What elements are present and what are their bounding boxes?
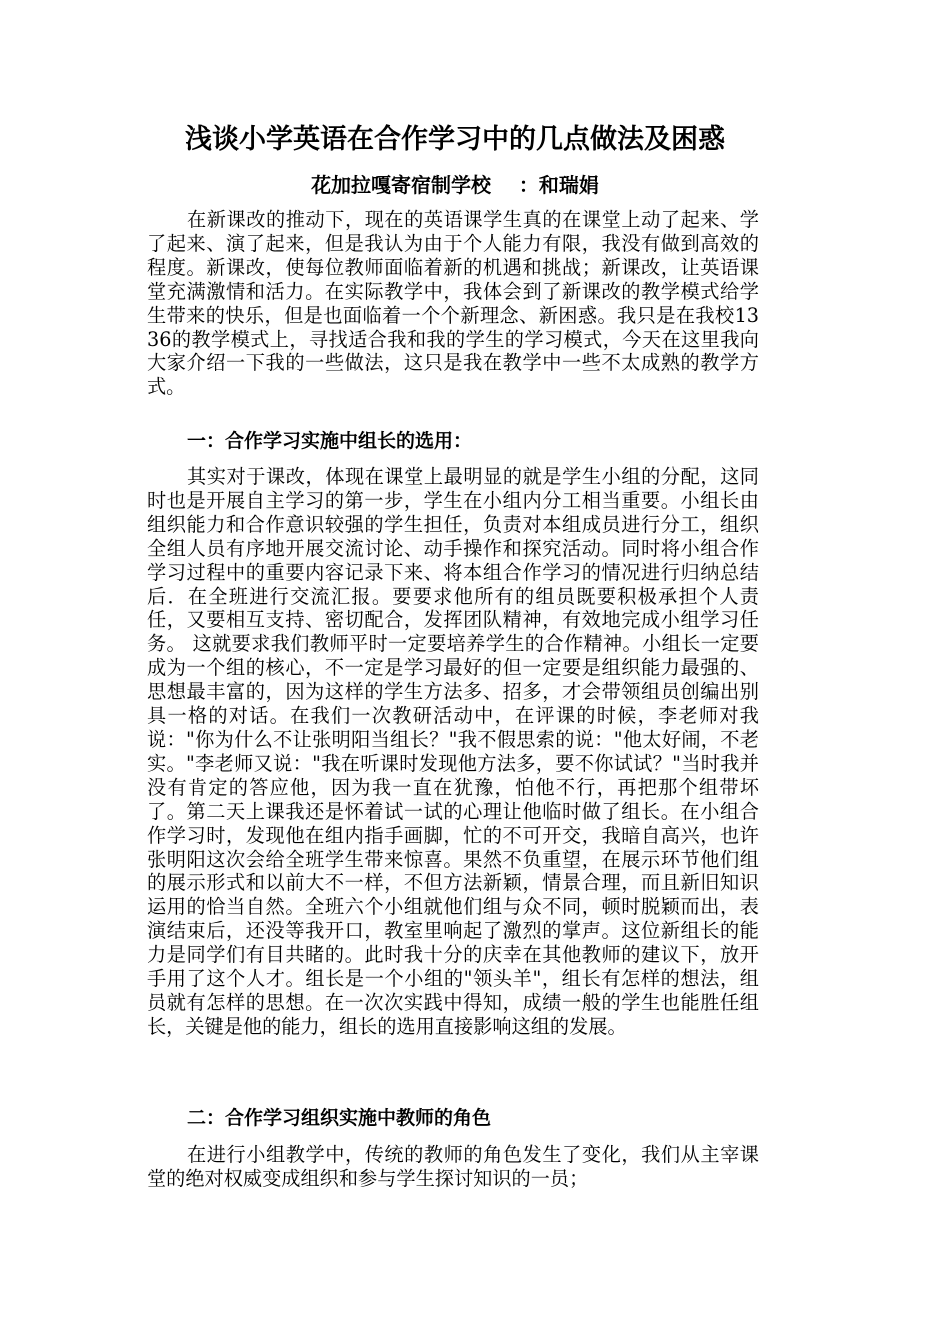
section2-paragraph: 在进行小组教学中，传统的教师的角色发生了变化，我们从主宰课堂的绝对权威变成组织和参与学生探讨知识的一员； <box>147 1143 759 1190</box>
section1-paragraph: 其实对于课改，体现在课堂上最明显的就是学生小组的分配，这同时也是开展自主学习的第一步，学生在小组内分工相当重要。小组长由组织能力和合作意识较强的学生担任，负责对本组成员进行分工，组织全组人员有序地开展交流讨论、动手操作和探究活动。同时将小组合作学习过程中的重要内容记录下来、将本组合作学习的情况进行归纳总结后．在全班进行交流汇报。要要求他所有的组员既要积极承担个人责任，又要相互支持、密切配合，发挥团队精神，有效地完成小组学习任务。 这就要求我们教师平时一定要培养学生的合作精神。小组长一定要成为一个组的核心，不一定是学习最好的但一定要是组织能力最强的、思想最丰富的，因为这样的学生方法多、招多，才会带领组员创编出别具一格的对话。在我们一次教研活动中，在评课的时候，李老师对我说："你为什么不让张明阳当组长？"我不假思索的说："他太好闹，不老实。"李老师又说："我在听课时发现他方法多，要不你试试？"当时我并没有肯定的答应他，因为我一直在犹豫，怕他不行，再把那个组带坏了。第二天上课我还是怀着试一试的心理让他临时做了组长。在小组合作学习时，发现他在组内指手画脚，忙的不可开交，我暗自高兴，也许张明阳这次会给全班学生带来惊喜。果然不负重望，在展示环节他们组的展示形式和以前大不一样，不但方法新颖，情景合理，而且新旧知识运用的恰当自然。全班六个小组就他们组与众不同，顿时脱颖而出，表演结束后，还没等我开口，教室里响起了激烈的掌声。这位新组长的能力是同学们有目共睹的。此时我十分的庆幸在其他教师的建议下，放开手用了这个人才。组长是一个小组的"领头羊"，组长有怎样的想法，组员就有怎样的思想。在一次次实践中得知，成绩一般的学生也能胜任组长，关键是他的能力，组长的选用直接影响这组的发展。 <box>147 465 759 1038</box>
author-line: 花加拉嘎寄宿制学校 ：和瑞娟 <box>311 173 599 197</box>
section1-heading: 一：合作学习实施中组长的选用： <box>187 430 473 452</box>
document-title: 浅谈小学英语在合作学习中的几点做法及困惑 <box>185 124 725 155</box>
intro-paragraph: 在新课改的推动下，现在的英语课学生真的在课堂上动了起来、学了起来、演了起来，但是我认为由于个人能力有限，我没有做到高效的程度。新课改，使每位教师面临着新的机遇和挑战；新课改，让英语课堂充满激情和活力。在实际教学中，我体会到了新课改的教学模式给学生带来的快乐，但是也面临着一个个新理念、新困惑。我只是在我校1336的教学模式上，寻找适合我和我的学生的学习模式，今天在这里我向大家介绍一下我的一些做法，这只是我在教学中一些不太成熟的教学方式。 <box>147 208 759 399</box>
section2-heading: 二：合作学习组织实施中教师的角色 <box>187 1107 492 1129</box>
